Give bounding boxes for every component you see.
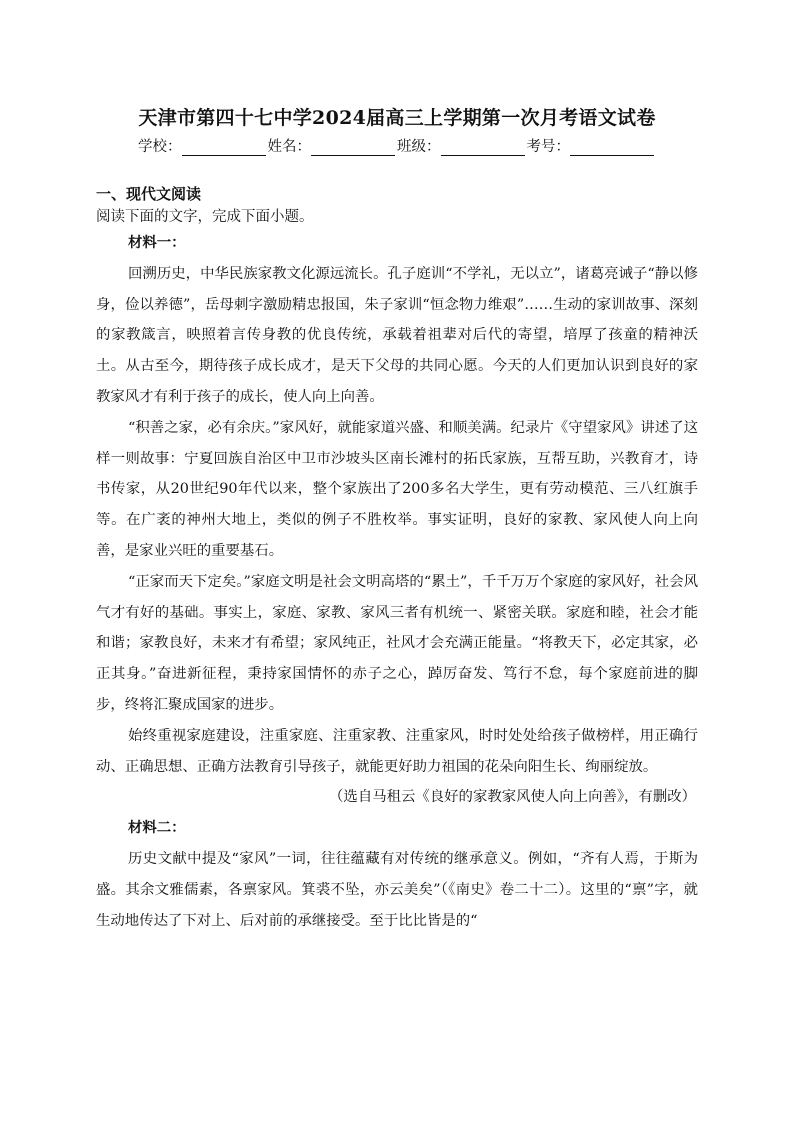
school-blank[interactable]: [182, 140, 266, 156]
exam-number-blank[interactable]: [570, 140, 654, 156]
student-info-row: [0, 135, 794, 156]
class-field: [397, 135, 527, 156]
class-blank[interactable]: [441, 140, 525, 156]
material-one-source: （选自马租云《良好的家教家风使人向上向善》，有删改）: [329, 789, 696, 806]
exam-number-field: [527, 135, 657, 156]
school-label: 学校：: [138, 139, 182, 155]
material-two-heading: 材料二：: [128, 819, 186, 837]
name-field: [268, 135, 398, 156]
material-one-paragraph-4: 始终重视家庭建设，注重家庭、注重家教、注重家风，时时处处给孩子做榜样，用正确行动、正确思想、正确方法教育引导孩子，就能更好助力祖国的花朵向阳生长、绚丽绽放。: [96, 727, 698, 775]
material-one-paragraph-1: 回溯历史，中华民族家教文化源远流长。孔子庭训“不学礼，无以立”，诸葛亮诫子“静以修身，俭以养德”，岳母刺字激励精忠报国，朱子家训“恒念物力维艰”……生动的家训故事、深刻的家教箴言，映照着言传身教的优良传统，承载着祖辈对后代的寄望，培厚了孩童的精神沃土。从古至今，期待孩子成长成才，是天下父母的共同心愿。今天的人们更加认识到良好的家教家风才有利于孩子的成长，使人向上向善。: [96, 265, 698, 405]
name-label: 姓名：: [267, 139, 311, 155]
exam-number-label: 考号：: [526, 139, 570, 155]
material-two-paragraph-1: 历史文献中提及“家风”一词，往往蕴藏有对传统的继承意义。例如，“齐有人焉，于斯为盛。其余文雅儒素，各禀家风。箕裘不坠，亦云美矣”（《南史》卷二十二）。这里的“禀”字，就生动地传达了下对上、后对前的承继接受。至于比比皆是的“: [96, 850, 698, 929]
name-blank[interactable]: [311, 140, 395, 156]
reading-passage: [96, 228, 698, 936]
class-label: 班级：: [397, 139, 441, 155]
school-field: [138, 135, 268, 156]
section-heading: 一、现代文阅读: [96, 185, 202, 203]
exam-title: 天津市第四十七中学2024届高三上学期第一次月考语文试卷: [138, 107, 656, 129]
material-one-paragraph-3: “正家而天下定矣。”家庭文明是社会文明高塔的“累土”，千千万万个家庭的家风好，社会风气才有好的基础。事实上，家庭、家教、家风三者有机统一、紧密关联。家庭和睦，社会才能和谐；家教良好，未来才有希望；家风纯正，社风才会充满正能量。“将教天下，必定其家，必正其身。”奋进新征程，秉持家国情怀的赤子之心，踔厉奋发、笃行不怠，每个家庭前进的脚步，终将汇聚成国家的进步。: [96, 573, 698, 713]
material-one-heading: 材料一：: [128, 234, 186, 251]
material-one-paragraph-2: “积善之家，必有余庆。”家风好，就能家道兴盛、和顺美满。纪录片《守望家风》讲述了这样一则故事：宁夏回族自治区中卫市沙坡头区南长滩村的拓氏家族，互帮互助，兴教育才，诗书传家，从20世纪90年代以来，整个家族出了200多名大学生，更有劳动模范、三八红旗手等。在广袤的神州大地上，类似的例子不胜枚举。事实证明，良好的家教、家风使人向上向善，是家业兴旺的重要基石。: [96, 419, 698, 559]
reading-instruction: 阅读下面的文字，完成下面小题。: [96, 209, 314, 225]
